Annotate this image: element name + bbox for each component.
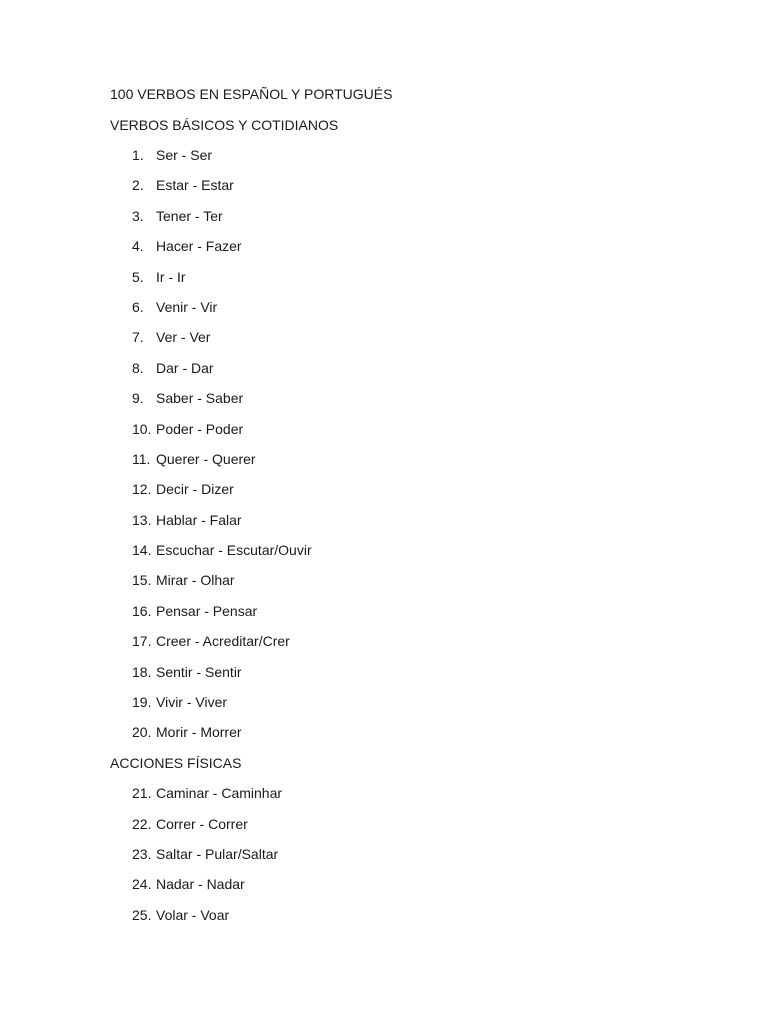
list-item-text: Pensar - Pensar — [156, 602, 258, 619]
list-item-number: 9. — [132, 390, 144, 407]
list-item-number: 7. — [132, 329, 144, 346]
list-item-text: Dar - Dar — [156, 359, 214, 376]
list-item-number: 4. — [132, 238, 144, 255]
list-item — [110, 145, 710, 175]
list-item-number: 12. — [132, 481, 152, 498]
list-item-number-cell — [110, 419, 156, 449]
list-item-number-cell — [110, 631, 156, 661]
list-item-text: Ver - Ver — [156, 329, 211, 346]
list-item-text: Morir - Morrer — [156, 724, 242, 741]
section-heading: ACCIONES FÍSICAS — [110, 754, 242, 771]
list-item-text: Decir - Dizer — [156, 481, 234, 498]
list-item-number: 20. — [132, 724, 152, 741]
list-item-number-cell — [110, 175, 156, 205]
list-item-text: Creer - Acreditar/Crer — [156, 633, 290, 650]
list-item-number-cell — [110, 692, 156, 722]
list-item-number: 24. — [132, 876, 152, 893]
list-item-text: Querer - Querer — [156, 450, 256, 467]
list-item — [110, 874, 710, 904]
list-item — [110, 601, 710, 631]
list-item-text: Mirar - Olhar — [156, 572, 235, 589]
list-item-number-cell — [110, 358, 156, 388]
sections-container — [110, 115, 710, 936]
list-item — [110, 814, 710, 844]
verb-list — [110, 783, 710, 935]
list-item-number-cell — [110, 327, 156, 357]
list-item-text: Hablar - Falar — [156, 511, 242, 528]
list-item-number-cell — [110, 388, 156, 418]
list-item-number: 8. — [132, 359, 144, 376]
list-item-text: Saltar - Pular/Saltar — [156, 846, 279, 863]
document-page — [110, 84, 710, 935]
list-item — [110, 327, 710, 357]
list-item-number: 2. — [132, 177, 144, 194]
list-item-text: Volar - Voar — [156, 906, 230, 923]
list-item — [110, 297, 710, 327]
list-item — [110, 479, 710, 509]
list-item-text: Ser - Ser — [156, 147, 213, 163]
list-item — [110, 206, 710, 236]
list-item — [110, 692, 710, 722]
list-item-number: 19. — [132, 694, 152, 711]
list-item-number-cell — [110, 814, 156, 844]
list-item-text: Caminar - Caminhar — [156, 785, 283, 802]
list-item-number-cell — [110, 844, 156, 874]
list-item-text: Saber - Saber — [156, 390, 244, 407]
list-item-number-cell — [110, 267, 156, 297]
list-item — [110, 419, 710, 449]
list-item — [110, 358, 710, 388]
list-item — [110, 236, 710, 266]
list-item-number: 10. — [132, 420, 152, 437]
list-item — [110, 662, 710, 692]
list-item — [110, 449, 710, 479]
list-item-number: 23. — [132, 846, 152, 863]
list-item — [110, 783, 710, 813]
list-item-number-cell — [110, 783, 156, 813]
list-item-number-cell — [110, 662, 156, 692]
list-item — [110, 388, 710, 418]
list-item-number-cell — [110, 479, 156, 509]
list-item-text: Correr - Correr — [156, 815, 248, 832]
list-item — [110, 631, 710, 661]
list-item-number: 17. — [132, 633, 152, 650]
list-item-text: Tener - Ter — [156, 207, 223, 224]
list-item — [110, 267, 710, 297]
list-item-number-cell — [110, 206, 156, 236]
list-item-text: Escuchar - Escutar/Ouvir — [156, 542, 312, 559]
list-item-number: 5. — [132, 268, 144, 285]
list-item — [110, 540, 710, 570]
list-item-number: 15. — [132, 572, 152, 589]
list-item-number-cell — [110, 236, 156, 266]
list-item-number: 1. — [132, 147, 144, 163]
list-item-text: Estar - Estar — [156, 177, 234, 194]
section-heading: VERBOS BÁSICOS Y COTIDIANOS — [110, 116, 339, 133]
list-item-number-cell — [110, 570, 156, 600]
list-item-number-cell — [110, 905, 156, 935]
document-title: 100 VERBOS EN ESPAÑOL Y PORTUGUÉS — [110, 86, 393, 102]
list-item-number: 21. — [132, 785, 152, 802]
list-item-number-cell — [110, 722, 156, 752]
list-item-text: Nadar - Nadar — [156, 876, 245, 893]
list-item-number: 25. — [132, 906, 152, 923]
list-item — [110, 510, 710, 540]
list-item — [110, 905, 710, 935]
list-item-text: Poder - Poder — [156, 420, 244, 437]
list-item-number-cell — [110, 297, 156, 327]
list-item-number: 18. — [132, 663, 152, 680]
list-item-text: Venir - Vir — [156, 298, 218, 315]
list-item-number-cell — [110, 145, 156, 175]
verb-list — [110, 145, 710, 753]
list-item-number: 13. — [132, 511, 152, 528]
list-item-number: 16. — [132, 602, 152, 619]
list-item-number-cell — [110, 540, 156, 570]
list-item-number: 11. — [132, 450, 151, 467]
list-item-number: 22. — [132, 815, 152, 832]
list-item — [110, 175, 710, 205]
list-item-number: 6. — [132, 298, 144, 315]
list-item-number-cell — [110, 449, 156, 479]
list-item — [110, 722, 710, 752]
list-item-text: Sentir - Sentir — [156, 663, 242, 680]
list-item-number: 3. — [132, 207, 144, 224]
list-item-text: Ir - Ir — [156, 268, 186, 285]
list-item-text: Vivir - Viver — [156, 694, 228, 711]
list-item-number-cell — [110, 510, 156, 540]
list-item-number-cell — [110, 601, 156, 631]
list-item-text: Hacer - Fazer — [156, 238, 242, 255]
list-item — [110, 844, 710, 874]
list-item-number: 14. — [132, 542, 152, 559]
list-item — [110, 570, 710, 600]
list-item-number-cell — [110, 874, 156, 904]
